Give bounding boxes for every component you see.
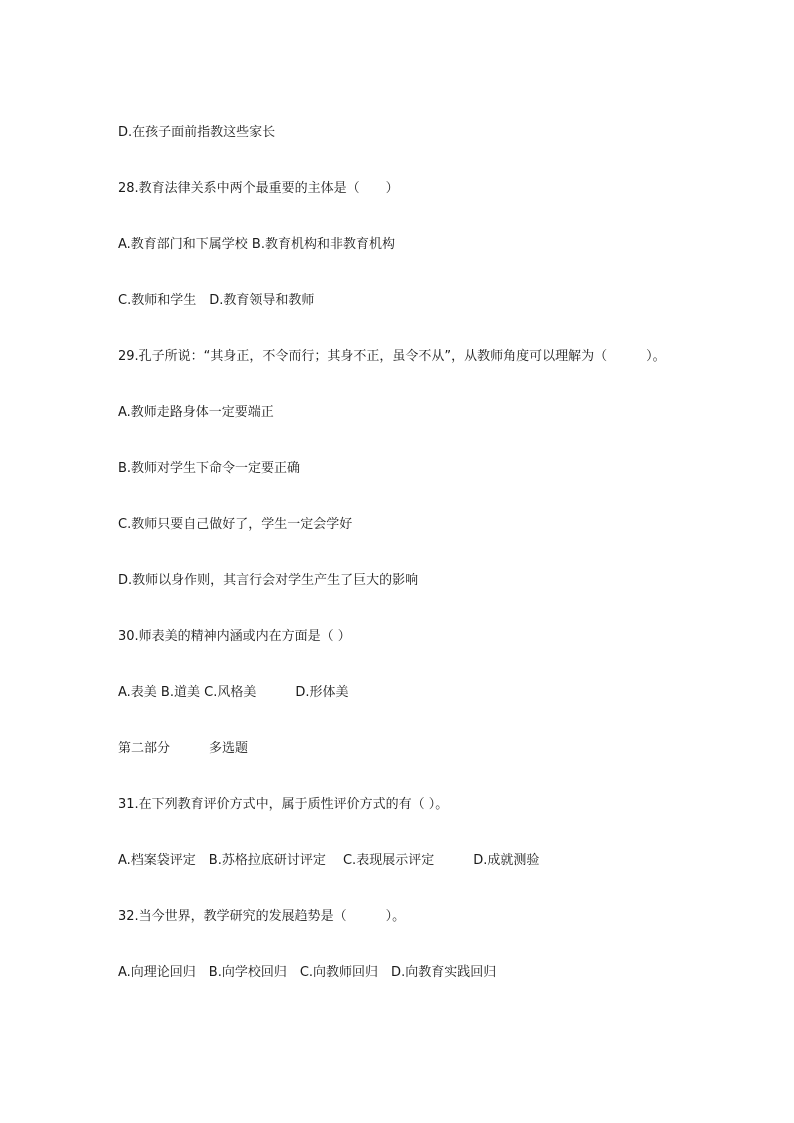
option-27-d: D.在孩子面前指教这些家长 xyxy=(118,125,276,140)
options-28-ab: A.教育部门和下属学校 B.教育机构和非教育机构 xyxy=(118,237,395,252)
options-32: A.向理论回归 B.向学校回归 C.向教师回归 D.向教育实践回归 xyxy=(118,965,497,980)
option-29-d: D.教师以身作则，其言行会对学生产生了巨大的影响 xyxy=(118,573,419,588)
options-30: A.表美 B.道美 C.风格美 D.形体美 xyxy=(118,685,349,700)
option-29-a: A.教师走路身体一定要端正 xyxy=(118,405,274,420)
section-heading: 第二部分 多选题 xyxy=(118,741,249,756)
option-29-b: B.教师对学生下命令一定要正确 xyxy=(118,461,301,476)
question-31: 31.在下列教育评价方式中，属于质性评价方式的有（ ）。 xyxy=(118,797,449,812)
options-28-cd: C.教师和学生 D.教育领导和教师 xyxy=(118,293,315,308)
question-28: 28.教育法律关系中两个最重要的主体是（ ） xyxy=(118,181,399,196)
document-body xyxy=(118,123,758,1019)
question-29: 29.孔子所说：“其身正，不令而行；其身不正，虽令不从”，从教师角度可以理解为（ ）。 xyxy=(118,349,666,364)
question-30: 30.师表美的精神内涵或内在方面是（ ） xyxy=(118,629,351,644)
options-31: A.档案袋评定 B.苏格拉底研讨评定 C.表现展示评定 D.成就测验 xyxy=(118,853,540,868)
question-32: 32.当今世界，教学研究的发展趋势是（ ）。 xyxy=(118,909,406,924)
option-29-c: C.教师只要自己做好了，学生一定会学好 xyxy=(118,517,353,532)
